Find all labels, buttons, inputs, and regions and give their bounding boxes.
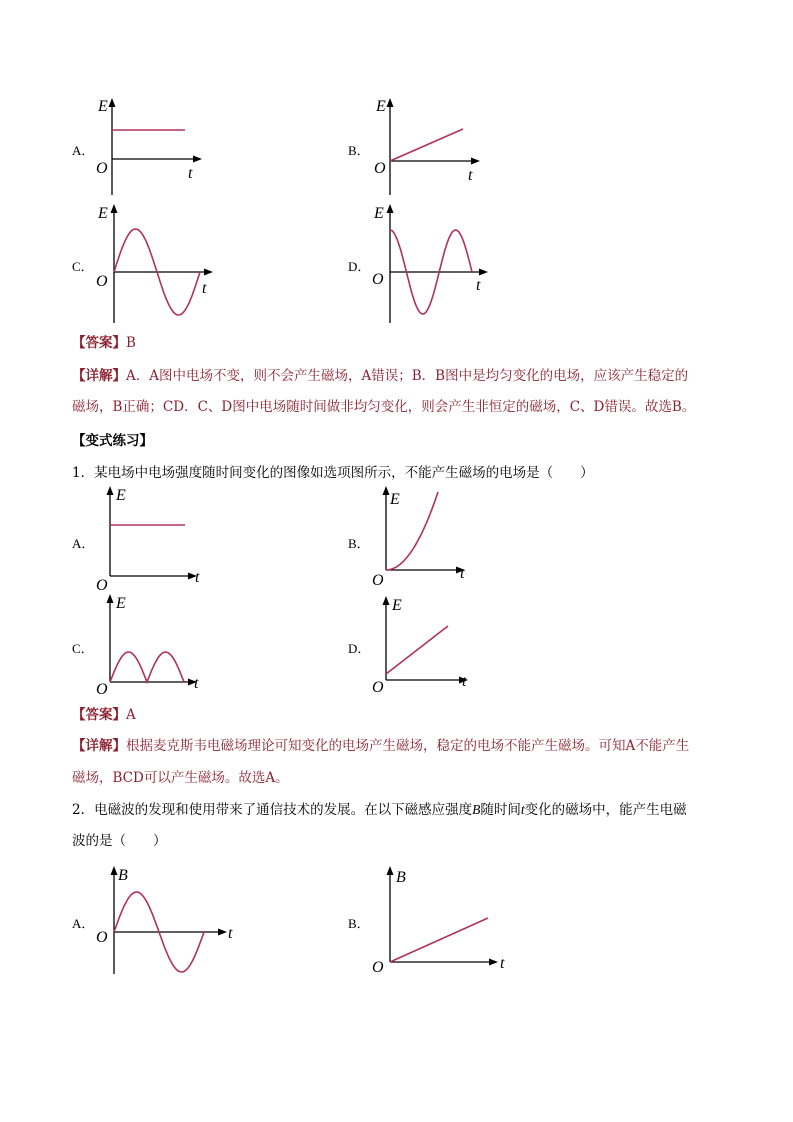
example-graph-c xyxy=(90,200,220,325)
curve-linear xyxy=(390,129,463,161)
svg-text:E: E xyxy=(116,487,126,504)
svg-text:O: O xyxy=(96,929,108,946)
origin-label: O xyxy=(96,160,108,177)
example-detail-line2: 磁场，B正确；CD．C、D图中电场随时间做非均匀变化，则会产生非恒定的磁场，C、D错误。故选B。 xyxy=(72,399,696,415)
example-option-b-letter: B． xyxy=(348,143,370,158)
svg-text:t: t xyxy=(202,280,207,297)
svg-text:O: O xyxy=(374,160,386,177)
q1-option-a-letter: A． xyxy=(72,536,95,551)
svg-text:t: t xyxy=(194,675,199,692)
svg-text:O: O xyxy=(372,572,384,589)
svg-text:t: t xyxy=(476,277,481,294)
q1-graph-a xyxy=(92,482,212,594)
detail-tag: 【详解】 xyxy=(72,368,126,384)
svg-text:B: B xyxy=(396,869,406,886)
q1-detail-line1: 【详解】根据麦克斯韦电磁场理论可知变化的电场产生磁场，稳定的电场不能产生磁场。可知A不能产生 xyxy=(72,738,690,754)
q1-option-c-letter: C． xyxy=(72,641,94,656)
example-option-c-letter: C． xyxy=(72,259,94,274)
svg-text:t: t xyxy=(460,565,465,582)
svg-text:E: E xyxy=(116,595,126,612)
example-graph-a xyxy=(90,95,210,205)
svg-text:B: B xyxy=(118,867,128,884)
section-title: 【变式练习】 xyxy=(72,433,153,449)
q1-stem: 1．某电场中电场强度随时间变化的图像如选项图所示，不能产生磁场的电场是（ ） xyxy=(72,465,594,481)
svg-text:E: E xyxy=(392,597,402,614)
curve-linear xyxy=(390,918,488,962)
example-option-d-letter: D． xyxy=(348,259,371,274)
svg-text:E: E xyxy=(390,491,400,508)
example-graph-d xyxy=(368,200,498,325)
q1-graph-c xyxy=(92,590,212,700)
svg-text:O: O xyxy=(96,273,108,290)
svg-text:t: t xyxy=(195,569,200,586)
example-detail-line1: 【详解】A．A图中电场不变，则不会产生磁场，A错误；B．B图中是均匀变化的电场，应该产生稳定的 xyxy=(72,368,689,384)
q1-detail-line2: 磁场，BCD可以产生磁场。故选A。 xyxy=(72,770,289,786)
svg-text:O: O xyxy=(96,681,108,698)
example-answer xyxy=(72,332,136,354)
curve-half-wave xyxy=(110,652,184,682)
svg-text:t: t xyxy=(462,673,467,690)
q1-graph-b xyxy=(368,482,478,590)
example-option-a-letter: A． xyxy=(72,143,95,158)
q1-option-b-letter: B． xyxy=(348,536,370,551)
svg-text:O: O xyxy=(372,679,384,696)
q2-option-b-letter: B． xyxy=(348,916,370,931)
q2-graph-a xyxy=(92,862,242,977)
answer-value: B xyxy=(126,335,136,351)
svg-text:t: t xyxy=(228,925,233,942)
q1-option-d-letter: D． xyxy=(348,641,371,656)
svg-text:t: t xyxy=(468,167,473,184)
example-graph-b xyxy=(368,95,488,205)
y-axis-label: E xyxy=(98,98,108,115)
svg-text:E: E xyxy=(376,98,386,115)
svg-text:O: O xyxy=(372,959,384,976)
q1-graph-d xyxy=(368,592,478,700)
y-axis-arrow xyxy=(109,98,116,107)
q2-stem-line1: 2．电磁波的发现和使用带来了通信技术的发展。在以下磁感应强度B随时间t变化的磁场中，能产生电磁 xyxy=(72,802,687,818)
svg-text:t: t xyxy=(500,955,505,972)
answer-tag: 【答案】 xyxy=(72,335,126,351)
x-axis-label: t xyxy=(188,165,193,182)
curve-linear xyxy=(386,626,448,674)
q1-answer: 【答案】A xyxy=(72,707,136,723)
svg-text:E: E xyxy=(374,205,384,222)
x-axis-arrow xyxy=(193,156,202,163)
q2-stem-line2: 波的是（ ） xyxy=(72,833,167,849)
svg-text:O: O xyxy=(372,271,384,288)
q2-option-a-letter: A． xyxy=(72,916,95,931)
svg-text:O: O xyxy=(96,577,108,594)
svg-text:E: E xyxy=(98,205,108,222)
q2-graph-b xyxy=(368,862,518,977)
